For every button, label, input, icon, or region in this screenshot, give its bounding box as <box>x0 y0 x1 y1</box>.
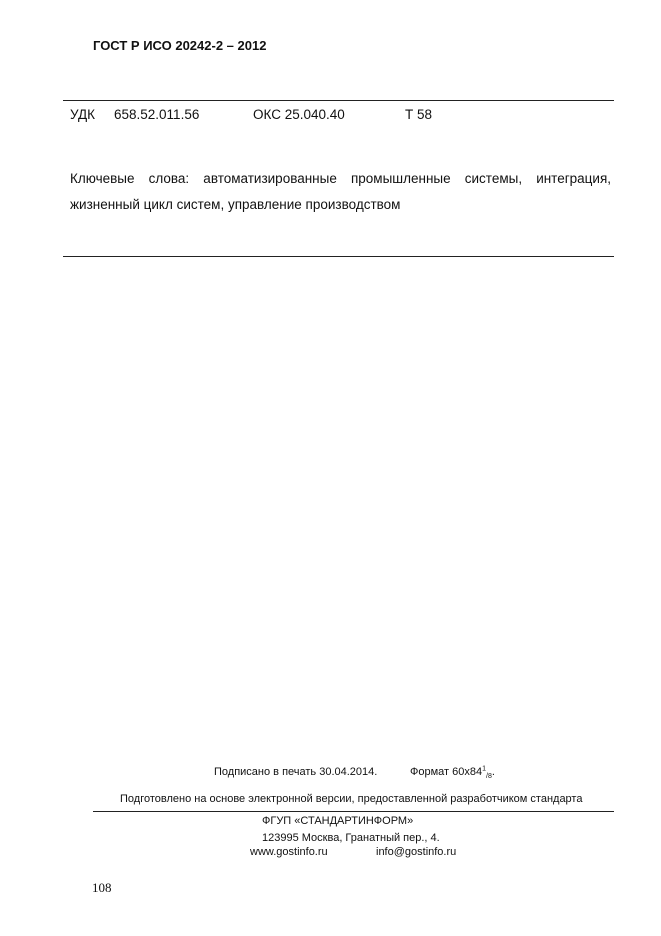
top-divider <box>63 100 614 101</box>
format-suffix: . <box>491 766 495 778</box>
publisher-address: 123995 Москва, Гранатный пер., 4. <box>262 832 440 844</box>
udk-value: 658.52.011.56 <box>114 107 200 122</box>
prepared-note: Подготовлено на основе электронной версии, предоставленной разработчиком стандарта <box>120 793 583 805</box>
format-superscript: 1 <box>482 765 487 773</box>
signed-for-print: Подписано в печать 30.04.2014. <box>214 766 378 778</box>
print-format <box>410 765 495 781</box>
t-code: Т 58 <box>405 107 433 122</box>
oks-code: ОКС 25.040.40 <box>253 107 345 122</box>
keywords-divider <box>63 256 614 257</box>
publisher-name: ФГУП «СТАНДАРТИНФОРМ» <box>262 815 414 827</box>
publisher-website: www.gostinfo.ru <box>250 846 328 858</box>
imprint-divider <box>93 811 614 812</box>
udk-label: УДК <box>70 107 95 122</box>
format-prefix: Формат 60x84 <box>410 766 483 778</box>
standard-header: ГОСТ Р ИСО 20242-2 – 2012 <box>93 38 267 53</box>
keywords-paragraph: Ключевые слова: автоматизированные промышленные системы, интеграция, жизненный цикл систем, управление производством <box>70 171 611 212</box>
page-number: 108 <box>92 880 112 895</box>
publisher-email: info@gostinfo.ru <box>376 846 457 858</box>
format-subscript: /8 <box>486 773 492 781</box>
